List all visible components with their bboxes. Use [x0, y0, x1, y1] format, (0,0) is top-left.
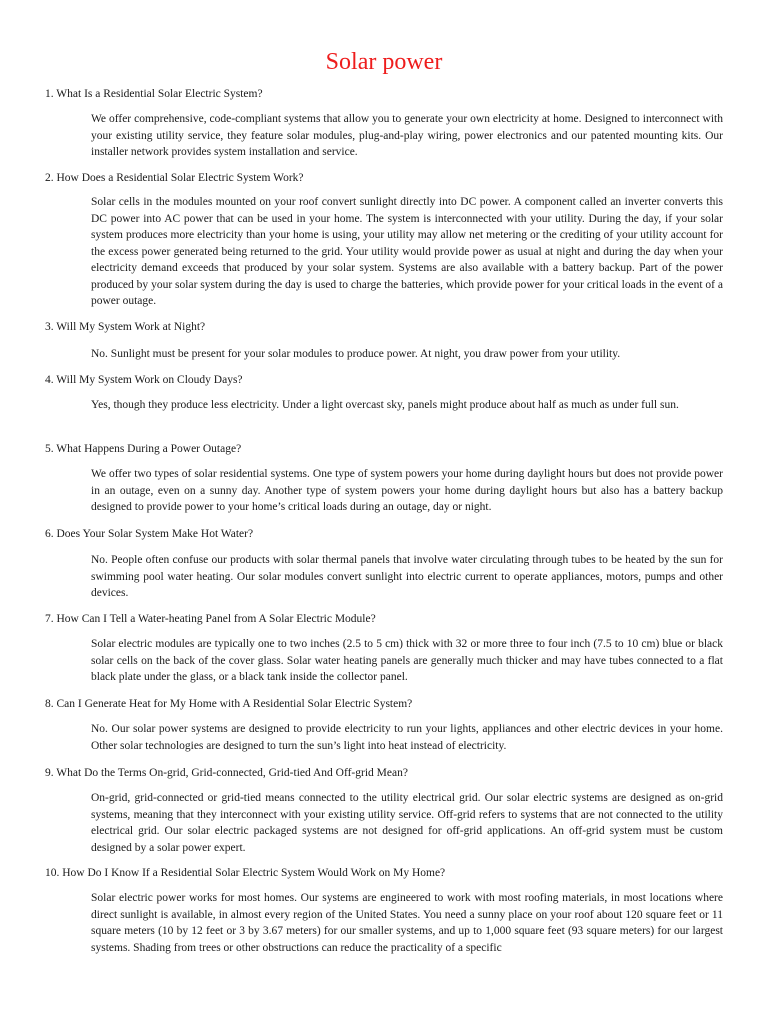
answer-3: No. Sunlight must be present for your solar modules to produce power. At night, you draw power from your utility. — [91, 348, 621, 360]
answer-8: No. Our solar power systems are designed to provide electricity to run your lights, appliances and other electric devices in your home. Other solar technologies are designed to turn the sun’s light into heat instead of electricity. — [91, 723, 723, 752]
question-3: 3. Will My System Work at Night? — [45, 321, 206, 333]
answer-10: Solar electric power works for most homes. Our systems are engineered to work with most roofing materials, in most locations where direct sunlight is available, in almost every region of the United States. You need a sunny place on your roof about 120 square feet or 11 square meters (10 by 12 feet or 3 by 3.67 meters) for our smaller systems, and up to 1,000 square feet (93 square meters) for our largest systems. Shading from trees or other obstructions can reduce the practicality of a specific — [91, 892, 723, 954]
question-9: 9. What Do the Terms On-grid, Grid-connected, Grid-tied And Off-grid Mean? — [45, 767, 408, 779]
answer-1: We offer comprehensive, code-compliant systems that allow you to generate your own electricity at home. Designed to interconnect with your existing utility service, they feature solar modules, plug-and-play wiring, power electronics and our patented mounting kits. Our installer network provides system installation and service. — [91, 113, 723, 158]
answer-7: Solar electric modules are typically one to two inches (2.5 to 5 cm) thick with 32 or more three to four inch (7.5 to 10 cm) blue or black solar cells on the back of the cover glass. Solar water heating panels are generally much thicker and may have tubes connected to a flat black plate under the glass, or a black tank inside the collector panel. — [91, 638, 723, 683]
page-title: Solar power — [325, 49, 443, 75]
question-7: 7. How Can I Tell a Water-heating Panel from A Solar Electric Module? — [45, 613, 376, 625]
answer-2: Solar cells in the modules mounted on your roof convert sunlight directly into DC power. A component called an inverter converts this DC power into AC power that can be used in your home. The system is interconnected with your utility. During the day, if your solar system produces more electricity than your home is using, your utility may allow net metering or the crediting of your utility account for the excess power generated being returned to the grid. Your utility would provide power as usual at night and during the day when your electricity demand exceeds that produced by your solar system. Systems are also available with a battery backup. Part of the power produced by your solar system during the day is used to charge the batteries, which provide power for your critical loads in the event of a power outage. — [91, 196, 723, 307]
question-8: 8. Can I Generate Heat for My Home with A Residential Solar Electric System? — [45, 698, 413, 710]
question-1: 1. What Is a Residential Solar Electric System? — [45, 88, 263, 100]
question-6: 6. Does Your Solar System Make Hot Water? — [45, 528, 254, 540]
question-4: 4. Will My System Work on Cloudy Days? — [45, 374, 243, 386]
answer-4: Yes, though they produce less electricity. Under a light overcast sky, panels might produce about half as much as under full sun. — [91, 399, 679, 411]
question-2: 2. How Does a Residential Solar Electric System Work? — [45, 172, 304, 184]
answer-9: On-grid, grid-connected or grid-tied means connected to the utility electrical grid. Our solar electric systems are designed as on-grid systems, meaning that they interconnect with your existing utility service. Off-grid refers to systems that are not connected to the utility electrical grid. Our solar electric packaged systems are not designed for off-grid applications. An off-grid system must be custom designed by a solar power expert. — [91, 792, 723, 854]
answer-5: We offer two types of solar residential systems. One type of system powers your home during daylight hours but does not provide power in an outage, even on a sunny day. Another type of system powers your home during daylight hours but also has a battery backup designed to provide power to your home’s critical loads during an outage, day or night. — [91, 468, 723, 513]
answer-6: No. People often confuse our products with solar thermal panels that involve water circulating through tubes to be heated by the sun for swimming pool water heating. Our solar modules convert sunlight into electric current to operate appliances, motors, pumps and other devices. — [91, 554, 723, 599]
question-5: 5. What Happens During a Power Outage? — [45, 443, 242, 455]
question-10: 10. How Do I Know If a Residential Solar Electric System Would Work on My Home? — [45, 867, 446, 879]
